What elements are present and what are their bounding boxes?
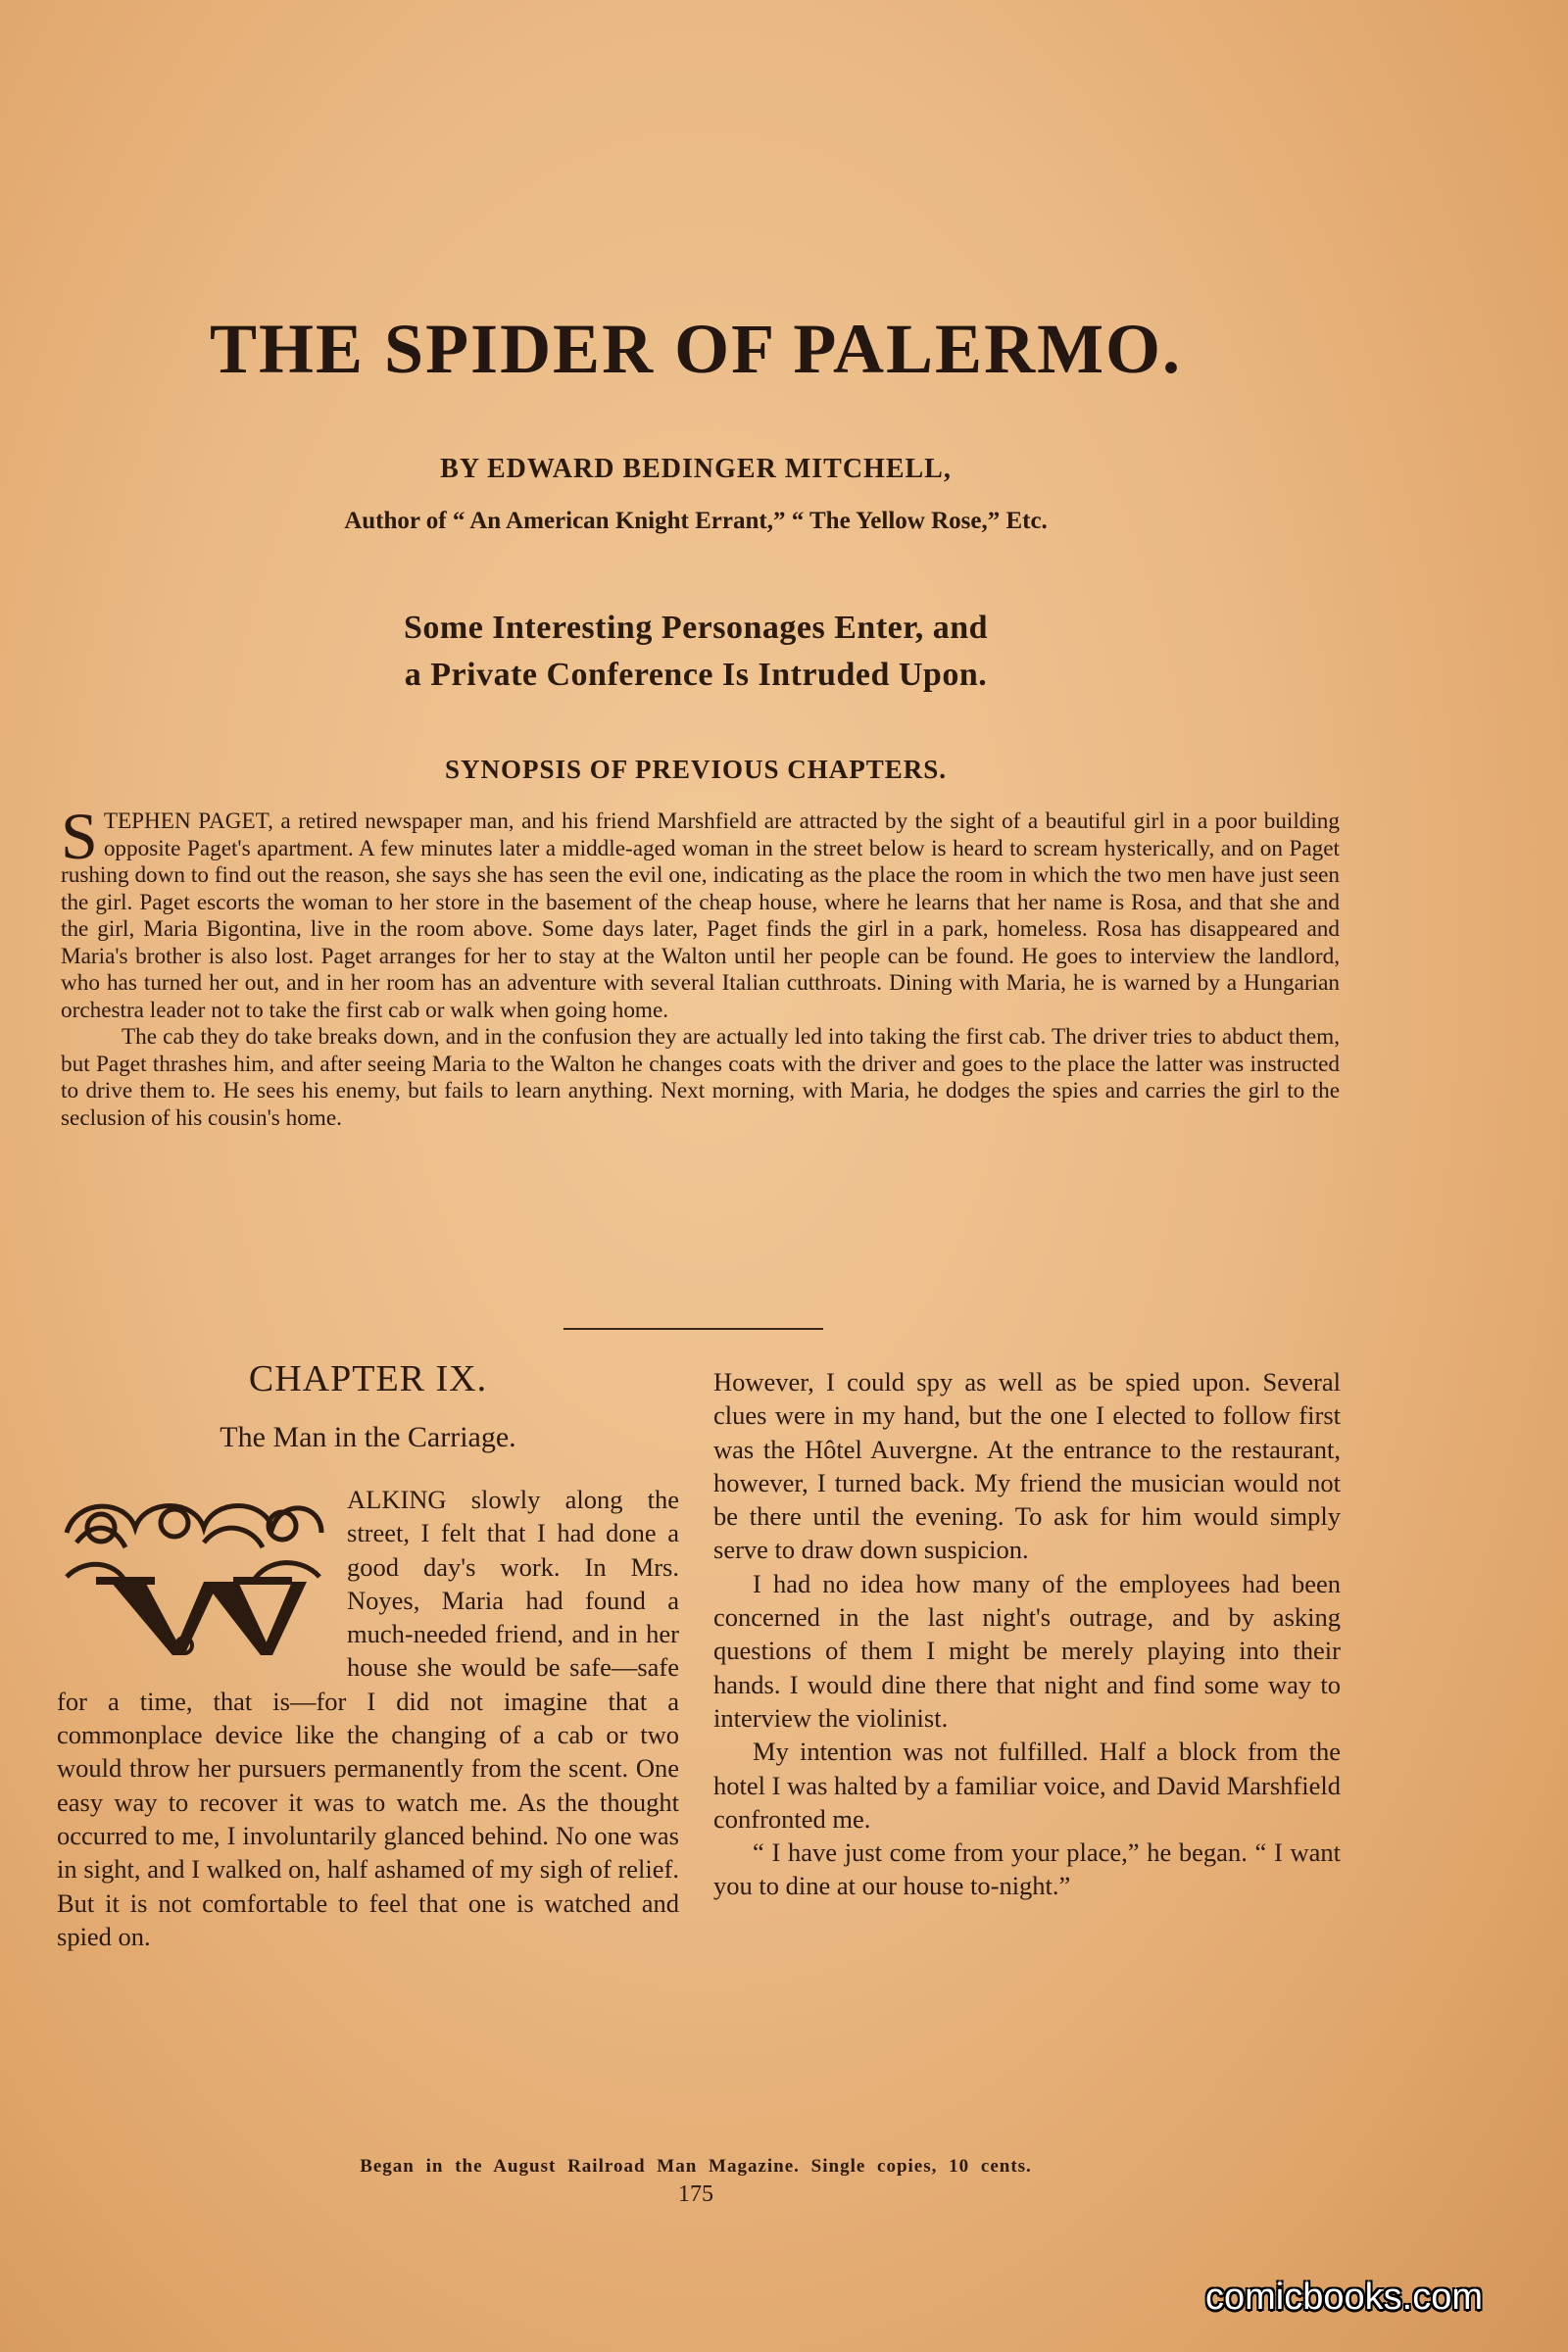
right-paragraph-4: “ I have just come from your place,” he began. “ I want you to dine at our house to-night.” (713, 1838, 1341, 1901)
synopsis-text (61, 799, 1340, 1132)
right-paragraph-1: However, I could spy as well as be spied upon. Several clues were in my hand, but the one I elected to follow first was the Hôtel Auvergne. At the entrance to the restaurant, however, I turned back. My friend the musician would not be there until the evening. To ask for him would simply serve to draw down suspicion. (713, 1367, 1341, 1565)
synopsis-drop-cap: S (61, 799, 98, 873)
chapter-number: CHAPTER IX. (248, 1358, 488, 1399)
subhead-line-2: a Private Conference Is Intruded Upon. (404, 657, 988, 693)
site-watermark: comicbooks.com (1205, 2277, 1483, 2318)
byline: BY EDWARD BEDINGER MITCHELL, (440, 454, 952, 484)
story-title: THE SPIDER OF PALERMO. (209, 310, 1183, 388)
serial-footnote: Began in the August Railroad Man Magazine. Single copies, 10 cents. (360, 2156, 1032, 2177)
subhead-line-1: Some Interesting Personages Enter, and (403, 610, 989, 646)
ornamental-drop-cap-w (57, 1489, 329, 1659)
section-divider (564, 1328, 823, 1330)
right-paragraph-2: I had no idea how many of the employees had been concerned in the last night's outrage, and by asking questions of them I might be merely playing into their hands. I would dine there that night and find some way to interview the violinist. (713, 1568, 1341, 1733)
chapter-opening-text: ALKING slowly along the street, I felt that I had done a good day's work. In Mrs. Noyes, Maria had found a much-needed friend, and in her house she would be safe—safe for a time, that is—for I did not imagine that a commonplace device like the changing of a cab or two would throw her pursuers permanently from the scent. One easy way to recover it was to watch me. As the thought occurred to me, I involuntarily glanced behind. No one was in sight, and I walked on, half ashamed of my sigh of relief. But it is not comfortable to feel that one is watched and spied on. (57, 1485, 679, 1951)
chapter-title: The Man in the Carriage. (220, 1421, 516, 1453)
installment-subhead (0, 605, 1392, 699)
synopsis-paragraph-1 (61, 799, 1340, 1024)
chapter-opening-paragraph (57, 1483, 679, 1953)
synopsis-paragraph-2: The cab they do take breaks down, and in the confusion they are actually led into taking the first cab. The driver tries to abduct them, but Paget thrashes him, and after seeing Maria to the Walton he changes coats with the driver and goes to the place the latter was instructed to drive them to. He sees his enemy, but fails to learn anything. Next morning, with Maria, he dodges the spies and carries the girl to the seclusion of his cousin's home. (61, 1024, 1340, 1131)
right-column (713, 1365, 1341, 1903)
page-number: 175 (678, 2181, 713, 2207)
synopsis-paragraph-1-text: TEPHEN PAGET, a retired newspaper man, and his friend Marshfield are attracted by the sight of a beautiful girl in a poor building opposite Paget's apartment. A few minutes later a middle-aged woman in the street below is heard to scream hysterically, and on Paget rushing down to find out the reason, she says she has seen the evil one, indicating as the place the room in which the two men have just seen the girl. Paget escorts the woman to her store in the basement of the cheap house, where he learns that her name is Rosa, and that she and the girl, Maria Bigontina, live in the room above. Some days later, Paget finds the girl in a park, homeless. Rosa has disappeared and Maria's brother is also lost. Paget arranges for her to stay at the Walton until her people can be found. He goes to interview the landlord, who has turned her out, and in her room has an adventure with several Italian cutthroats. Dining with Maria, he is warned by a Hungarian orchestra leader not to take the first cab or walk when going home. (61, 808, 1340, 1023)
right-paragraph-3: My intention was not fulfilled. Half a block from the hotel I was halted by a familiar voice, and David Marshfield confronted me. (713, 1737, 1341, 1834)
left-column (57, 1357, 679, 1953)
author-credits: Author of “ An American Knight Errant,” “ The Yellow Rose,” Etc. (344, 508, 1048, 534)
ornamental-w-icon (57, 1489, 329, 1659)
synopsis-heading: SYNOPSIS OF PREVIOUS CHAPTERS. (444, 755, 948, 784)
